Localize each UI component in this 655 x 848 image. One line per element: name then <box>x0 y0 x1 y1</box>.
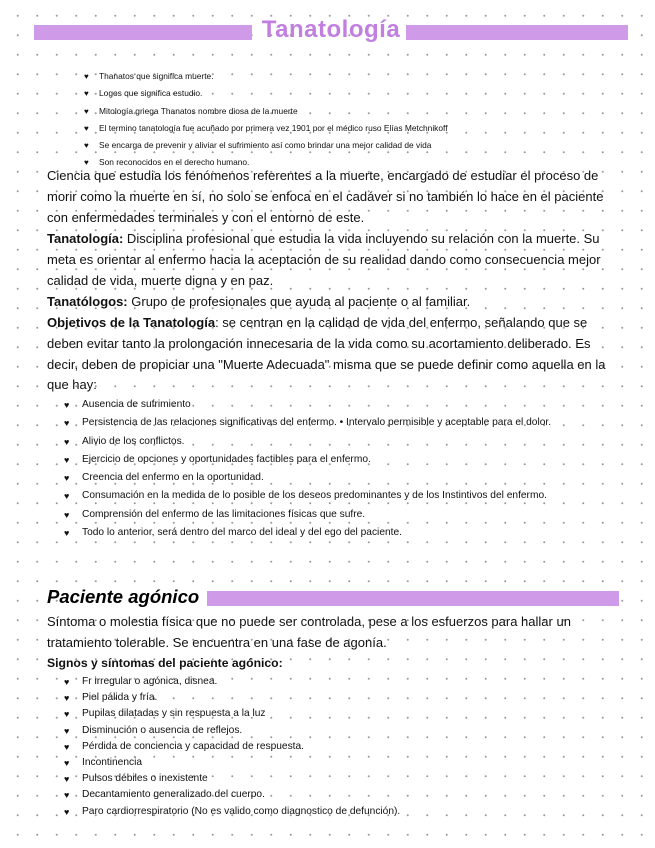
list-item: ♥ Disminución o ausencia de reflejos. <box>64 723 612 739</box>
objetivos-bullet-list <box>64 397 612 543</box>
list-item: ♥ Ausencia de sufrimiento <box>64 397 612 415</box>
list-item: ♥ Pérdida de conciencia y capacidad de respuesta. <box>64 739 612 755</box>
title-accent-bar-left <box>34 25 252 40</box>
objetivos-label: Objetivos de la Tanatología <box>47 315 216 330</box>
tanatologia-text: Disciplina profesional que estudia la vida incluyendo su relación con la muerte. Su meta es orientar al enfermo hacia la aceptación de su realidad dando como consecuencia mejor calidad de vida, muerte digna y en paz. <box>47 231 601 288</box>
tanatologia-label: Tanatología: <box>47 231 124 246</box>
agonico-accent-bar <box>207 591 619 606</box>
list-item: ♥ Creencia del enfermo en la oportunidad. <box>64 470 612 488</box>
objetivos-paragraph <box>47 313 612 396</box>
list-item: ♥ Incontinencia <box>64 755 612 771</box>
page-title: Tanatología <box>261 16 401 43</box>
signos-heading: Signos y síntomas del paciente agónico: <box>47 656 283 670</box>
list-item: ♥ Consumación en la medida de lo posible de los deseos predominantes y de los Instintivos del enfermo. <box>64 488 612 506</box>
objetivos-text: : se centran en la calidad de vida del enfermo, señalando que se deben evitar tanto la prolongación innecesaria de la vida como su acortamiento deliberado. Es decir, deben de propiciar una "Muerte Adecuada" misma que se puede definir como aquella en la que hay: <box>47 315 606 393</box>
list-item: ♥ Alivio de los conflictos. <box>64 434 612 452</box>
agonico-heading: Paciente agónico <box>47 586 200 607</box>
list-item: ♥ El termino tanatología fue acuñado por primera vez 1901 por el médico ruso Elías Metchnikoff <box>84 120 624 137</box>
list-item: ♥ Ejercicio de opciones y oportunidades factibles para el enfermo. <box>64 452 612 470</box>
agonico-heading-row <box>47 586 619 612</box>
tanatologia-paragraph <box>47 229 612 291</box>
signos-bullet-list <box>64 674 612 820</box>
list-item: ♥ Piel pálida y fría. <box>64 690 612 706</box>
tanatologos-text: Grupo de profesionales que ayuda al paciente o al familiar. <box>127 294 471 309</box>
title-accent-bar-right <box>406 25 628 40</box>
list-item: ♥ Paro cardiorrespiratorio (No es valido como diagnostico de defunción). <box>64 804 612 820</box>
tanatologos-label: Tanatólogos: <box>47 294 128 309</box>
agonico-paragraph: Síntoma o molestia física que no puede ser controlada, pese a los esfuerzos para hallar un tratamiento tolerable. Se encuentra en una fase de agonía. <box>47 614 571 650</box>
tanatologos-paragraph <box>47 292 612 313</box>
list-item: ♥ Logos que significa estudio. <box>84 85 624 102</box>
list-item: ♥ Mitología griega Thanatos nombre diosa de la muerte <box>84 103 624 120</box>
list-item: ♥ Comprensión del enfermo de las limitaciones físicas que sufre. <box>64 507 612 525</box>
list-item: ♥ Pupilas dilatadas y sin respuesta a la luz <box>64 706 612 722</box>
list-item: ♥ Fr irregular o agónica, disnea. <box>64 674 612 690</box>
list-item: ♥ Thanatos que significa muerte. <box>84 68 624 85</box>
list-item: ♥ Son reconocidos en el derecho humano. <box>84 154 624 171</box>
list-item: ♥ Todo lo anterior, será dentro del marco del ideal y del ego del paciente. <box>64 525 612 543</box>
list-item: ♥ Pulsos débiles o inexistente <box>64 771 612 787</box>
title-banner <box>34 18 628 46</box>
ciencia-paragraph: Ciencia que estudia los fenómenos referentes a la muerte, encargado de estudiar el proceso de morir como la muerte en sí, no solo se enfoca en el cadáver si no también lo hace en el paciente con enfermedades terminales y con el entorno de este. <box>47 168 604 225</box>
list-item: ♥ Persistencia de las relaciones significativas del enfermo. • Intervalo permisible y aceptable para el dolor. <box>64 415 612 433</box>
intro-bullet-list <box>84 68 624 172</box>
list-item: ♥ Decantamiento generalizado del cuerpo. <box>64 787 612 803</box>
list-item: ♥ Se encarga de prevenir y aliviar el sufrimiento así como brindar una mejor calidad de vida <box>84 137 624 154</box>
